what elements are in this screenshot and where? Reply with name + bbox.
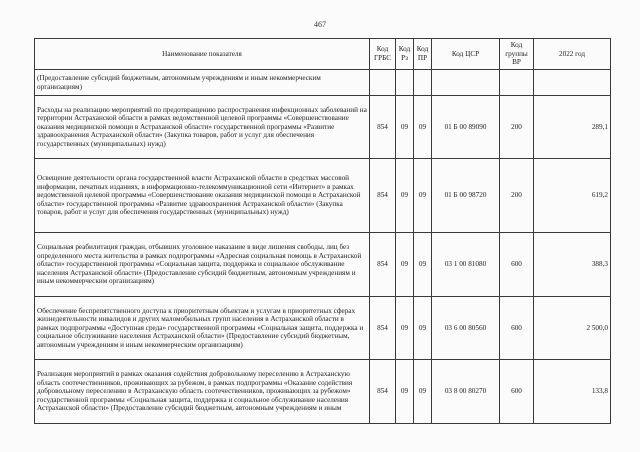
- table-row: [35, 297, 611, 360]
- row-rz: 09: [396, 159, 414, 233]
- header-name: Наименование показателя: [35, 39, 370, 70]
- table-row: [35, 159, 611, 233]
- row-name: Реализация мероприятий в рамках оказания содействия добровольному переселению в Астраханскую область соотечественников, проживающих за рубежом, в рамках подпрограммы «Оказание содействия добровольному переселению в Астраханскую область соотечественников, проживающих за рубежом» государственной программы «Социальная защита, поддержка и социальное обслуживание населения Астраханской области» (Предоставление субсидий бюджетным, автономным учреждениям и иным: [35, 360, 370, 424]
- row-vr: 600: [500, 233, 534, 297]
- row-csr: 01 Б 00 89090: [432, 96, 500, 159]
- table-row: [35, 233, 611, 297]
- row-amount: 289,1: [534, 96, 611, 159]
- row-grbs: [370, 70, 396, 96]
- row-pr: 09: [414, 96, 432, 159]
- header-pr: Код ПР: [414, 39, 432, 70]
- table-row: [35, 360, 611, 424]
- row-vr: 600: [500, 360, 534, 424]
- row-rz: [396, 70, 414, 96]
- row-amount: 2 500,0: [534, 297, 611, 360]
- row-name: Социальная реабилитация граждан, отбывших уголовное наказание в виде лишения свободы, лиц без определенного места жительства в рамках подпрограммы «Адресная социальная помощь в Астраханской области» государственной программы «Социальная защита, поддержка и социальное обслуживание населения Астраханской области» (Предоставление субсидий бюджетным, автономным учреждениям и иным некоммерческим организациям): [35, 233, 370, 297]
- row-vr: 600: [500, 297, 534, 360]
- row-grbs: 854: [370, 96, 396, 159]
- row-name: Расходы на реализацию мероприятий по предотвращению распространения инфекционных заболеваний на территории Астраханской области в рамках ведомственной целевой программы «Совершенствование оказания медицинской помощи в Астраханской области» государственной программы «Развитие здравоохранения Астраханской области» (Закупка товаров, работ и услуг для обеспечения государственных (муниципальных) нужд): [35, 96, 370, 159]
- row-amount: [534, 70, 611, 96]
- row-grbs: 854: [370, 233, 396, 297]
- row-csr: 03 1 00 81080: [432, 233, 500, 297]
- row-amount: 619,2: [534, 159, 611, 233]
- row-amount: 388,3: [534, 233, 611, 297]
- header-grbs: Код ГРБС: [370, 39, 396, 70]
- row-grbs: 854: [370, 297, 396, 360]
- row-pr: 09: [414, 233, 432, 297]
- header-csr: Код ЦСР: [432, 39, 500, 70]
- row-amount: 133,8: [534, 360, 611, 424]
- row-rz: 09: [396, 96, 414, 159]
- row-pr: [414, 70, 432, 96]
- row-rz: 09: [396, 297, 414, 360]
- row-rz: 09: [396, 360, 414, 424]
- row-grbs: 854: [370, 360, 396, 424]
- row-csr: [432, 70, 500, 96]
- row-pr: 09: [414, 360, 432, 424]
- page-number: 467: [314, 20, 326, 29]
- row-vr: 200: [500, 96, 534, 159]
- row-csr: 03 6 00 80560: [432, 297, 500, 360]
- row-name: (Предоставление субсидий бюджетным, автономным учреждениям и иным некоммерческим организациям): [35, 70, 370, 96]
- header-year: 2022 год: [534, 39, 611, 70]
- row-grbs: 854: [370, 159, 396, 233]
- table-row: [35, 70, 611, 96]
- row-pr: 09: [414, 159, 432, 233]
- row-csr: 03 8 00 80270: [432, 360, 500, 424]
- row-csr: 01 Б 00 98720: [432, 159, 500, 233]
- row-rz: 09: [396, 233, 414, 297]
- row-vr: 200: [500, 159, 534, 233]
- row-name: Обеспечение беспрепятственного доступа к приоритетным объектам и услугам в приоритетных сферах жизнедеятельности инвалидов и других маломобильных групп населения в Астраханской области в рамках подпрограммы «Доступная среда» государственной программы «Социальная защита, поддержка и социальное обслуживание населения Астраханской области» (Предоставление субсидий бюджетным, автономным учреждениям и иным некоммерческим организациям): [35, 297, 370, 360]
- row-pr: 09: [414, 297, 432, 360]
- row-name: Освещение деятельности органа государственной власти Астраханской области в средствах массовой информации, печатных изданиях, в информационно-телекоммуникационной сети «Интернет» в рамках ведомственной целевой программы «Совершенствование оказания медицинской помощи в Астраханской области» государственной программы «Развитие здравоохранения Астраханской области» (Закупка товаров, работ и услуг для обеспечения государственных (муниципальных) нужд): [35, 159, 370, 233]
- header-rz: Код Рз: [396, 39, 414, 70]
- row-vr: [500, 70, 534, 96]
- budget-table: [34, 38, 611, 424]
- table-header-row: [35, 39, 611, 70]
- table-row: [35, 96, 611, 159]
- header-vr: Код группы ВР: [500, 39, 534, 70]
